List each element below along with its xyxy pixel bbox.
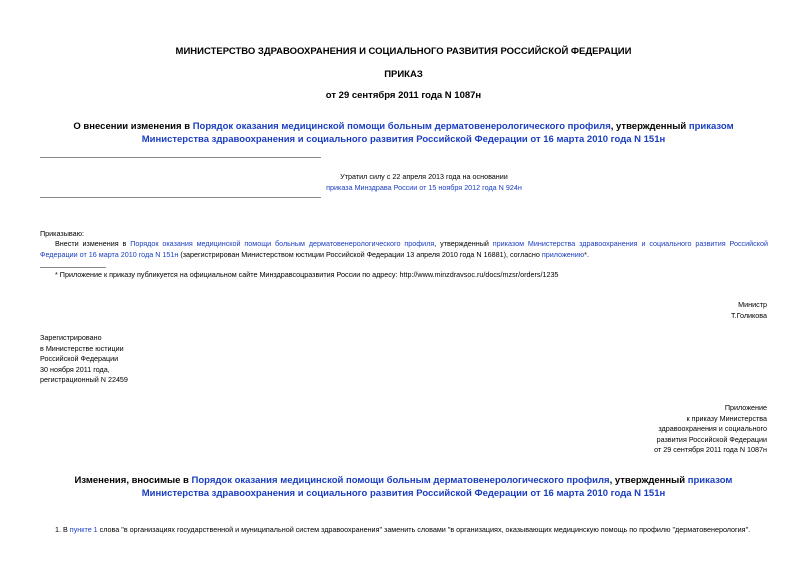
footnote-divider — [40, 267, 106, 268]
item1-link-point-1[interactable]: пункте 1 — [69, 525, 98, 534]
changes-text-2: , утвержденный — [609, 475, 688, 486]
divider-bottom — [40, 197, 321, 198]
status-line: Утратил силу с 22 апреля 2013 года на основании — [340, 172, 508, 181]
registration-line: Зарегистрировано — [40, 333, 102, 342]
signature-name: Т.Голикова — [730, 311, 767, 320]
appendix-line: развития Российской Федерации — [656, 434, 767, 444]
footnote: * Приложение к приказу публикуется на официальном сайте Минздравсоцразвития России по адресу: http://www.minzdravsoc.ru/docs/mzsr/orders/1235 — [55, 270, 559, 279]
changes-link-order-151n[interactable]: приказом Министерства здравоохранения и социального развития Российской Федерации от 16 марта 2010 года N 151н — [141, 475, 733, 499]
divider-top — [40, 157, 321, 158]
main-link-order-151n[interactable]: приказом Министерства здравоохранения и социального развития Российской Федерации от 16 марта 2010 года N 151н — [40, 239, 768, 259]
status-link[interactable]: приказа Минздрава России от 15 ноября 2012 года N 924н — [326, 183, 522, 192]
doc-title — [40, 121, 767, 146]
main-text-end: *. — [584, 249, 589, 259]
registration-line: Российской Федерации — [40, 354, 119, 363]
changes-text-1: Изменения, вносимые в — [74, 475, 192, 486]
appendix-line: к приказу Министерства — [686, 413, 767, 423]
changes-title — [40, 475, 767, 500]
registration-line: в Министерстве юстиции — [40, 343, 124, 353]
registration-line: 30 ноября 2011 года, — [40, 364, 110, 374]
ministry-heading: МИНИСТЕРСТВО ЗДРАВООХРАНЕНИЯ И СОЦИАЛЬНОГО РАЗВИТИЯ РОССИЙСКОЙ ФЕДЕРАЦИИ — [175, 46, 632, 57]
title-link-order-151n[interactable]: приказом Министерства здравоохранения и социального развития Российской Федерации от 16 марта 2010 года N 151н — [141, 121, 734, 145]
main-text-3: (зарегистрирован Министерством юстиции Российской Федерации 13 апреля 2010 года N 16881), согласно — [178, 249, 542, 259]
main-link-appendix[interactable]: приложению — [541, 249, 585, 259]
appendix-block — [567, 403, 767, 456]
registration-block — [40, 333, 128, 386]
main-text-1: Внести изменения в — [55, 239, 131, 248]
change-item-1 — [55, 525, 785, 536]
registration-line: регистрационный N 22459 — [40, 375, 128, 384]
appendix-line: от 29 сентября 2011 года N 1087н — [654, 445, 767, 454]
title-text-1: О внесении изменения в — [73, 121, 193, 132]
appendix-line: здравоохранения и социального — [658, 424, 767, 433]
doc-date-number: от 29 сентября 2011 года N 1087н — [325, 90, 482, 101]
main-paragraph — [40, 239, 768, 260]
signature-position: Министр — [738, 300, 767, 309]
main-link-procedure[interactable]: Порядок оказания медицинской помощи больным дерматовенерологического профиля — [130, 239, 435, 248]
item1-text: слова "в организациях государственной и муниципальной систем здравоохранения" заменить словами "в организациях, оказывающих медицинскую помощь по профилю "дерматовенерология". — [97, 525, 751, 534]
changes-link-procedure[interactable]: Порядок оказания медицинской помощи больным дерматовенерологического профиля — [191, 475, 610, 486]
main-text-2: , утвержденный — [434, 239, 493, 248]
doc-type: ПРИКАЗ — [384, 69, 423, 80]
title-text-2: , утвержденный — [610, 121, 689, 132]
orders-label: Приказываю: — [40, 229, 84, 238]
item1-prefix: 1. В — [55, 525, 70, 534]
title-link-procedure[interactable]: Порядок оказания медицинской помощи больным дерматовенерологического профиля — [192, 121, 611, 132]
appendix-line: Приложение — [724, 403, 767, 412]
